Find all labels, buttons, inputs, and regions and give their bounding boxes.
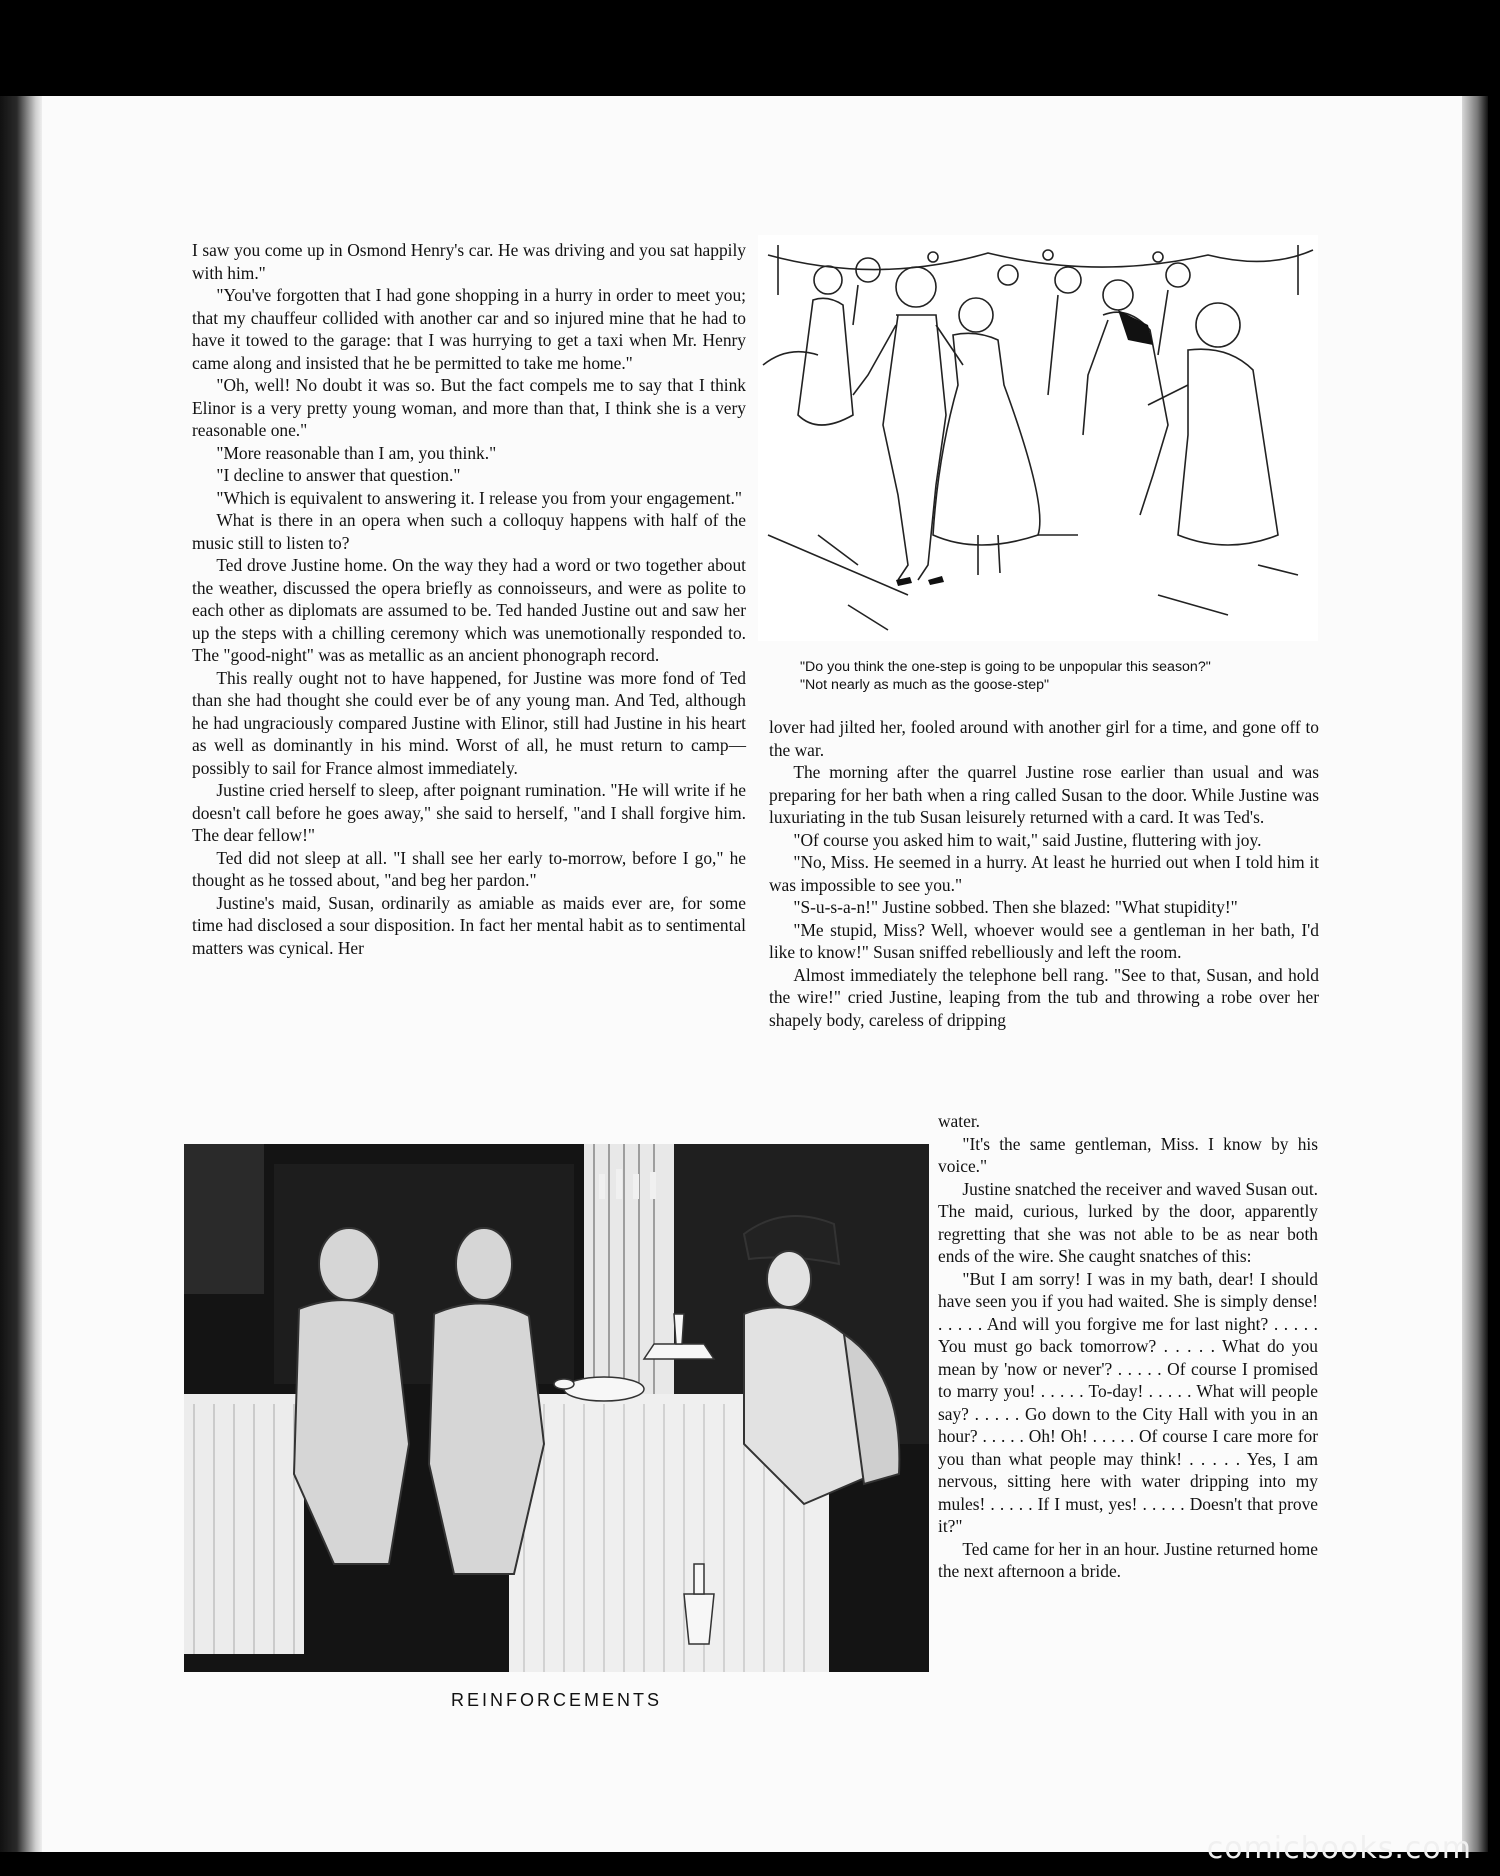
paragraph: "Of course you asked him to wait," said Justine, fluttering with joy. — [793, 829, 1262, 850]
paragraph: This really ought not to have happened, for Justine was more fond of Ted than she had thought she could ever be of any young man. And Ted, although he had ungraciously compared Justine with Elinor, still had Justine in his heart as well as dominantly in his mind. Worst of all, he must return to camp—possibly to sail for France almost immediately. — [192, 667, 746, 778]
paragraph: What is there in an opera when such a colloquy happens with half of the music still to listen to? — [192, 510, 746, 553]
paragraph: "You've forgotten that I had gone shopping in a hurry in order to meet you; that my chauffeur collided with another car and so injured mine that he had to have it towed to the garage: that I was hurrying to get a taxi when Mr. Henry came along and insisted that he be permitted to take me home." — [192, 285, 746, 373]
dance-caption — [800, 658, 1320, 694]
caption-line: "Not nearly as much as the goose-step" — [800, 677, 1050, 693]
paragraph: Justine cried herself to sleep, after poignant rumination. "He will write if he doesn't call before he goes away," she said to herself, "and I shall forgive him. The dear fellow!" — [192, 780, 746, 845]
dinner-drawing — [184, 1144, 929, 1672]
watermark: comicbooks.com — [1206, 1831, 1472, 1866]
dinner-caption: REINFORCEMENTS — [450, 1690, 662, 1710]
paragraph: Ted drove Justine home. On the way they had a word or two together about the weather, discussed the opera briefly as connoisseurs, and were as polite to each other as diplomats are assumed to be. Ted handed Justine out and saw her up the steps with a chilling ceremony which was unemotionally responded to. The "good-night" was as metallic as an ancient phonograph record. — [192, 555, 746, 665]
paragraph: "More reasonable than I am, you think." — [216, 442, 497, 463]
paragraph: Ted came for her in an hour. Justine returned home the next afternoon a bride. — [938, 1538, 1318, 1581]
dinner-illustration — [184, 1144, 929, 1672]
paragraph: Almost immediately the telephone bell rang. "See to that, Susan, and hold the wire!" cried Justine, leaping from the tub and throwing a robe over her shapely body, careless of dripping — [769, 964, 1319, 1030]
paragraph: "I decline to answer that question." — [216, 465, 461, 485]
left-page-spine — [0, 96, 42, 1852]
paragraph: "No, Miss. He seemed in a hurry. At least he hurried out when I told him it was impossible to see you." — [769, 852, 1319, 895]
paragraph: "Which is equivalent to answering it. I release you from your engagement." — [216, 487, 742, 508]
text-column-left — [192, 239, 746, 959]
paragraph: "Oh, well! No doubt it was so. But the fact compels me to say that I think Elinor is a very pretty young woman, and more than that, I think she is a very reasonable one." — [192, 375, 746, 440]
paragraph: Ted did not sleep at all. "I shall see her early to-morrow, before I go," he thought as he tossed about, "and beg her pardon." — [192, 847, 746, 890]
paragraph: water. — [938, 1111, 981, 1131]
dance-drawing — [758, 235, 1318, 641]
text-column-narrow — [938, 1110, 1318, 1583]
paragraph: Justine snatched the receiver and waved Susan out. The maid, curious, lurked by the door, apparently regretting that she was not able to be as near both ends of the wire. She caught snatches of this: — [938, 1178, 1318, 1266]
paragraph: "S-u-s-a-n!" Justine sobbed. Then she blazed: "What stupidity!" — [793, 897, 1238, 917]
paragraph: The morning after the quarrel Justine rose earlier than usual and was preparing for her bath when a ring called Susan to the door. While Justine was luxuriating in the tub Susan leisurely returned with a card. It was Ted's. — [769, 762, 1319, 827]
dance-illustration — [758, 235, 1318, 641]
caption-line: "Do you think the one-step is going to be unpopular this season?" — [800, 659, 1211, 675]
paragraph: "It's the same gentleman, Miss. I know by his voice." — [938, 1133, 1318, 1176]
right-page-edge — [1462, 96, 1488, 1852]
paragraph: lover had jilted her, fooled around with another girl for a time, and gone off to the war. — [769, 717, 1319, 760]
paragraph: I saw you come up in Osmond Henry's car. He was driving and you sat happily with him." — [192, 240, 746, 283]
paragraph: Justine's maid, Susan, ordinarily as amiable as maids ever are, for some time had disclosed a sour disposition. In fact her mental habit as to sentimental matters was cynical. Her — [192, 892, 746, 958]
paragraph: "But I am sorry! I was in my bath, dear! I should have seen you if you had waited. She is simply dense! . . . . . And will you forgive me for last night? . . . . . You must go back tomorrow? . . . . . What do you mean by 'now or never'? . . . . . Of course I promised to marry you! . . . . . To-day! . . . . . What will people say? . . . . . Go down to the City Hall with you in an hour? . . . . . Oh! Oh! . . . . . Of course I care more for you than what people may think! . . . . . Yes, I am nervous, sitting here with water dripping into my mules! . . . . . If I must, yes! . . . . . Doesn't that prove it?" — [938, 1268, 1318, 1536]
paragraph: "Me stupid, Miss? Well, whoever would see a gentleman in her bath, I'd like to know!" Susan sniffed rebelliously and left the room. — [769, 919, 1319, 962]
text-column-right — [769, 716, 1319, 1031]
